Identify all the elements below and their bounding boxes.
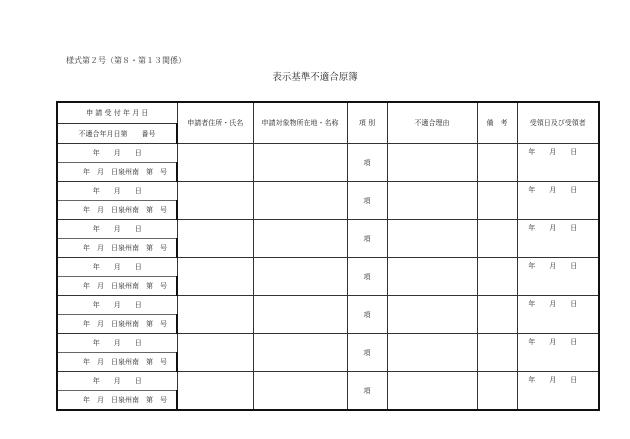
remarks-cell [477,182,517,220]
target-cell [253,220,347,258]
item-cell: 項 [347,296,387,334]
reason-cell [387,144,477,182]
record-row [57,296,599,315]
remarks-cell [477,372,517,411]
noncompliance-number-cell: 年 月 日泉州南 第 号 [57,277,177,296]
remarks-cell [477,258,517,296]
reason-cell [387,258,477,296]
receipt-name-cell: 年 月 日 [517,372,599,411]
remarks-cell [477,296,517,334]
receipt-name-cell: 年 月 日 [517,144,599,182]
applicant-cell [177,220,253,258]
receipt-date-cell: 年 月 日 [57,334,177,353]
item-cell: 項 [347,182,387,220]
document-title: 表示基準不適合原簿 [272,72,358,83]
applicant-cell [177,372,253,411]
receipt-date-cell: 年 月 日 [57,220,177,239]
applicant-cell [177,296,253,334]
receipt-date-cell: 年 月 日 [57,144,177,163]
noncompliance-number-cell: 年 月 日泉州南 第 号 [57,315,177,334]
remarks-cell [477,220,517,258]
item-cell: 項 [347,372,387,411]
header-noncompliance-date-number: 不適合年月日第 番号 [57,124,177,144]
noncompliance-number-cell: 年 月 日泉州南 第 号 [57,201,177,220]
header-target: 申請対象物所在地・名称 [253,102,347,144]
record-row [57,372,599,391]
noncompliance-number-cell: 年 月 日泉州南 第 号 [57,163,177,182]
target-cell [253,258,347,296]
header-reason: 不適合理由 [387,102,477,144]
target-cell [253,296,347,334]
receipt-date-cell: 年 月 日 [57,182,177,201]
item-cell: 項 [347,220,387,258]
record-row [57,334,599,353]
item-cell: 項 [347,144,387,182]
record-row [57,144,599,163]
noncompliance-number-cell: 年 月 日泉州南 第 号 [57,239,177,258]
applicant-cell [177,258,253,296]
target-cell [253,334,347,372]
record-row [57,258,599,277]
target-cell [253,372,347,411]
receipt-name-cell: 年 月 日 [517,334,599,372]
reason-cell [387,220,477,258]
noncompliance-number-cell: 年 月 日泉州南 第 号 [57,353,177,372]
header-item: 項 別 [347,102,387,144]
remarks-cell [477,334,517,372]
header-remarks: 備 考 [477,102,517,144]
header-applicant: 申請者住所・氏名 [177,102,253,144]
noncompliance-number-cell: 年 月 日泉州南 第 号 [57,391,177,411]
header-receipt-name: 受領日及び受領者 [517,102,599,144]
receipt-name-cell: 年 月 日 [517,220,599,258]
applicant-cell [177,182,253,220]
form-number: 様式第２号（第８・第１３関係） [66,56,186,65]
record-row [57,220,599,239]
noncompliance-ledger-table [56,101,600,411]
target-cell [253,144,347,182]
receipt-name-cell: 年 月 日 [517,296,599,334]
record-row [57,182,599,201]
reason-cell [387,334,477,372]
remarks-cell [477,144,517,182]
applicant-cell [177,334,253,372]
reason-cell [387,182,477,220]
header-row [57,102,599,124]
item-cell: 項 [347,258,387,296]
target-cell [253,182,347,220]
reason-cell [387,372,477,411]
header-receipt-date: 申 請 受 付 年 月 日 [57,102,177,124]
receipt-name-cell: 年 月 日 [517,258,599,296]
item-cell: 項 [347,334,387,372]
receipt-date-cell: 年 月 日 [57,258,177,277]
applicant-cell [177,144,253,182]
receipt-name-cell: 年 月 日 [517,182,599,220]
receipt-date-cell: 年 月 日 [57,296,177,315]
reason-cell [387,296,477,334]
receipt-date-cell: 年 月 日 [57,372,177,391]
